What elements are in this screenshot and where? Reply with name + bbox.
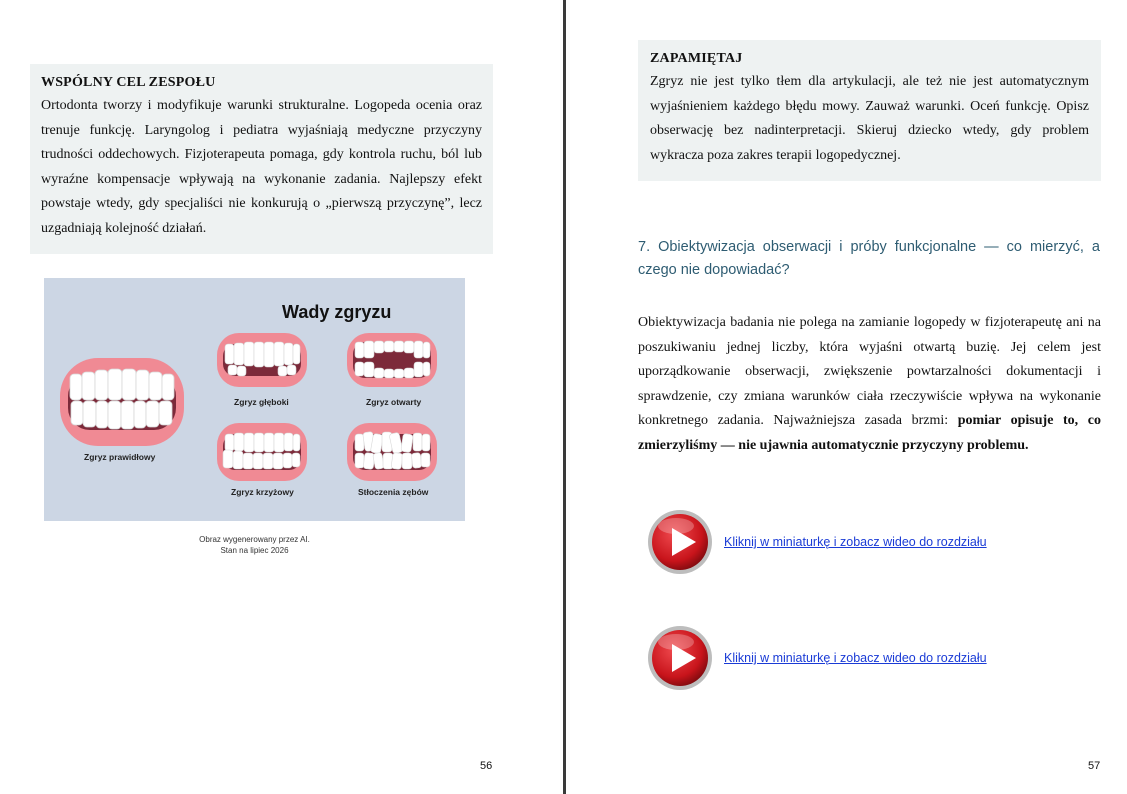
caption-line-1: Obraz wygenerowany przez AI. xyxy=(199,535,310,544)
cross-bite-image xyxy=(216,422,308,482)
label-open-bite: Zgryz otwarty xyxy=(366,397,422,407)
section-heading: 7. Obiektywizacja obserwacji i próby funkcjonalne — co mierzyć, a czego nie dopowiadać? xyxy=(638,239,1100,278)
team-goal-box xyxy=(30,64,493,254)
play-icon[interactable] xyxy=(646,508,714,576)
play-icon[interactable] xyxy=(646,624,714,692)
normal-bite-image xyxy=(58,356,186,448)
remember-text: Zgryz nie jest tylko tłem dla artykulacji, ale też nie jest automatycznym wyjaśnieniem każdego błędu mowy. Zauważ warunki. Oceń funkcję. Opisz obserwację bez nadinterpretacji. Skieruj dziecko wtedy, gdy problem wykracza poza zakres terapii logopedycznej. xyxy=(650,74,1089,163)
remember-title: ZAPAMIĘTAJ xyxy=(650,51,743,66)
label-normal-bite: Zgryz prawidłowy xyxy=(84,452,156,462)
malocclusion-figure xyxy=(44,278,465,521)
label-deep-bite: Zgryz głęboki xyxy=(234,397,289,407)
video-row-2 xyxy=(646,624,987,692)
figure-title: Wady zgryzu xyxy=(282,302,392,322)
label-cross-bite: Zgryz krzyżowy xyxy=(231,487,294,497)
team-goal-title: WSPÓLNY CEL ZESPOŁU xyxy=(41,75,216,90)
video-row-1 xyxy=(646,508,987,576)
caption-line-2: Stan na lipiec 2026 xyxy=(220,546,289,555)
deep-bite-image xyxy=(216,332,308,388)
page-number-left: 56 xyxy=(480,760,493,772)
right-page xyxy=(566,0,1127,794)
label-crowding: Stłoczenia zębów xyxy=(358,487,429,497)
video-link-2[interactable]: Kliknij w miniaturkę i zobacz wideo do rozdziału xyxy=(724,651,987,665)
body-paragraph-bold: pomiar opisuje to, co zmierzyliśmy — nie ujawnia automatycznie przyczyny problemu. xyxy=(638,413,1101,453)
page-number-right: 57 xyxy=(1088,760,1101,772)
figure-caption xyxy=(44,534,465,556)
body-paragraph xyxy=(638,311,1101,459)
video-link-1[interactable]: Kliknij w miniaturkę i zobacz wideo do rozdziału xyxy=(724,535,987,549)
team-goal-text: Ortodonta tworzy i modyfikuje warunki strukturalne. Logopeda ocenia oraz trenuje funkcję. Laryngolog i pediatra wyjaśniają medyczne przyczyny trudności oddechowych. Fizjoterapeuta pomaga, gdy kontrola ruchu, ból lub wyraźne kompensacje wpływają na wykonanie zadania. Najlepszy efekt powstaje wtedy, gdy specjaliści nie konkurują o „pierwszą przyczynę”, lecz uzgadniają kolejność działań. xyxy=(41,98,482,236)
body-paragraph-text: Obiektywizacja badania nie polega na zamianie logopedy w fizjoterapeutę ani na poszukiwaniu jednej liczby, która wyjaśni otwartą buzię. Jej celem jest uporządkowanie obserwacji, zwiększenie powtarzalności dokumentacji i sprawdzenie, czy zmiana warunków ciała rzeczywiście wpływa na wykonanie konkretnego zadania. Najważniejsza zasada brzmi: xyxy=(638,315,1101,429)
open-bite-image xyxy=(346,332,438,388)
remember-box xyxy=(638,40,1101,181)
crowding-image xyxy=(346,422,438,482)
left-page xyxy=(0,0,563,794)
